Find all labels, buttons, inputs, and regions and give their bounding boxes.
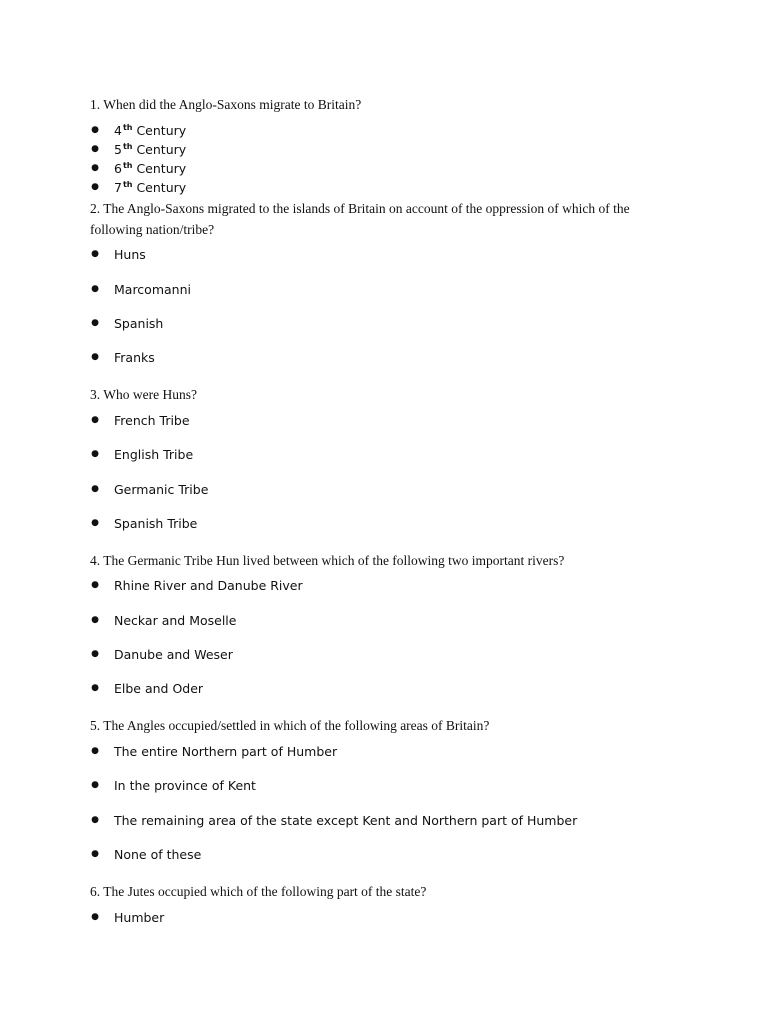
- bullet-icon: ●: [91, 746, 99, 756]
- bullet-icon: ●: [91, 249, 99, 259]
- option-text: Danube and Weser: [114, 647, 233, 662]
- option-text: 6th Century: [114, 161, 187, 176]
- bullet-icon: ●: [91, 163, 99, 173]
- bullet-icon: ●: [91, 683, 99, 693]
- question-2: 2. The Anglo-Saxons migrated to the islands of Britain on account of the oppression of which of the following nation/tribe?: [90, 201, 630, 237]
- question-6: 6. The Jutes occupied which of the following part of the state?: [90, 884, 427, 899]
- option-text: 7th Century: [114, 180, 187, 195]
- option-text: Germanic Tribe: [114, 482, 209, 497]
- option-text: 5th Century: [114, 142, 187, 157]
- bullet-icon: ●: [91, 484, 99, 494]
- bullet-icon: ●: [91, 284, 99, 294]
- option-text: English Tribe: [114, 447, 194, 462]
- bullet-icon: ●: [91, 580, 99, 590]
- option-text: Marcomanni: [114, 282, 191, 297]
- bullet-icon: ●: [91, 815, 99, 825]
- bullet-icon: ●: [91, 318, 99, 328]
- bullet-icon: ●: [91, 615, 99, 625]
- bullet-icon: ●: [91, 780, 99, 790]
- option-text: The remaining area of the state except Kent and Northern part of Humber: [114, 813, 578, 828]
- option-text: In the province of Kent: [114, 778, 256, 793]
- option-text: Spanish Tribe: [114, 516, 198, 531]
- option-text: Franks: [114, 350, 155, 365]
- option-text: Humber: [114, 910, 165, 925]
- bullet-icon: ●: [91, 144, 99, 154]
- option-text: French Tribe: [114, 413, 190, 428]
- question-4: 4. The Germanic Tribe Hun lived between which of the following two important rivers?: [90, 553, 565, 568]
- bullet-icon: ●: [91, 649, 99, 659]
- question-1: 1. When did the Anglo-Saxons migrate to Britain?: [90, 97, 362, 112]
- bullet-icon: ●: [91, 849, 99, 859]
- option-text: Huns: [114, 247, 146, 262]
- bullet-icon: ●: [91, 182, 99, 192]
- option-text: Rhine River and Danube River: [114, 578, 303, 593]
- bullet-icon: ●: [91, 912, 99, 922]
- option-text: None of these: [114, 847, 202, 862]
- option-text: Neckar and Moselle: [114, 613, 237, 628]
- option-text: 4th Century: [114, 123, 187, 138]
- bullet-icon: ●: [91, 518, 99, 528]
- option-text: Spanish: [114, 316, 164, 331]
- question-3: 3. Who were Huns?: [90, 387, 197, 402]
- question-5: 5. The Angles occupied/settled in which of the following areas of Britain?: [90, 718, 490, 733]
- bullet-icon: ●: [91, 352, 99, 362]
- option-text: Elbe and Oder: [114, 681, 204, 696]
- bullet-icon: ●: [91, 415, 99, 425]
- option-text: The entire Northern part of Humber: [114, 744, 338, 759]
- bullet-icon: ●: [91, 449, 99, 459]
- bullet-icon: ●: [91, 125, 99, 135]
